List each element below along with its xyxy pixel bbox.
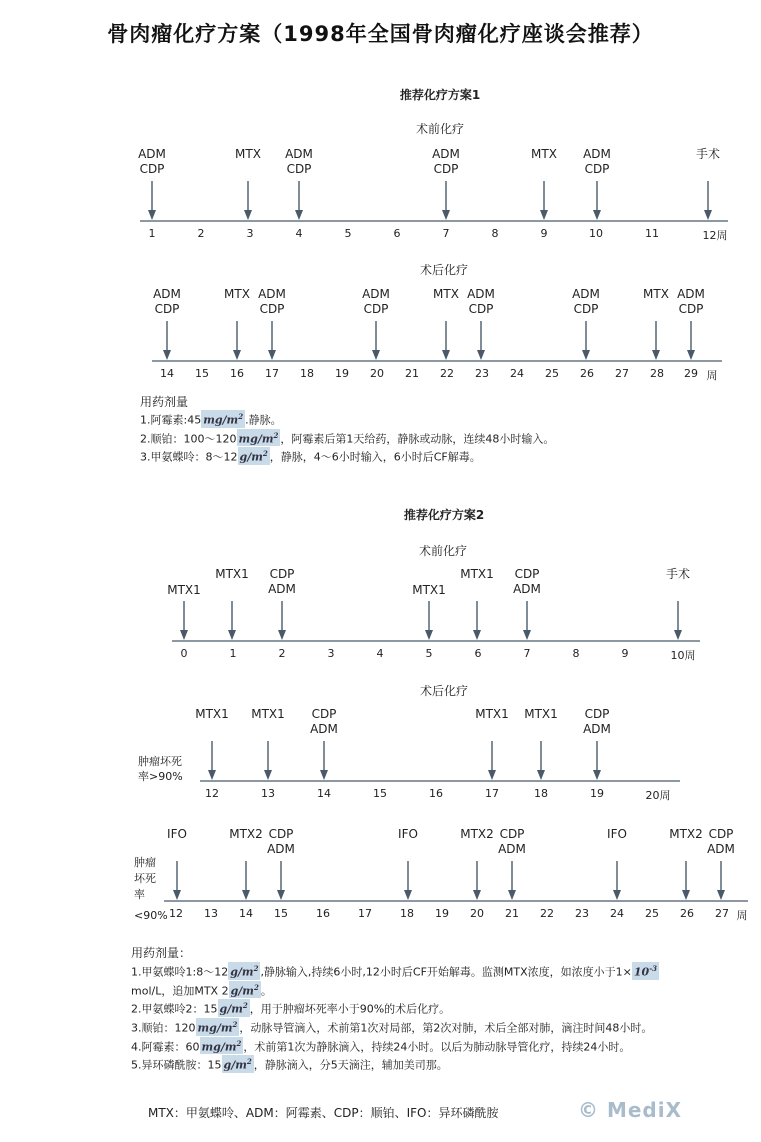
page-title: 骨肉瘤化疗方案（1998年全国骨肉瘤化疗座谈会推荐） bbox=[107, 22, 654, 46]
dose-unit-text: g/m bbox=[230, 965, 254, 979]
dosage-text: 。 bbox=[260, 984, 272, 998]
week-tick-label: 6 bbox=[393, 227, 401, 240]
week-tick-label: 25 bbox=[545, 367, 559, 380]
dosage-text: 3.甲氨蝶呤：8～12 bbox=[140, 450, 238, 464]
drug-label-line1: MTX2 bbox=[669, 827, 703, 841]
week-tick-label: 9 bbox=[621, 647, 629, 660]
week-tick-label: 12 bbox=[169, 907, 183, 920]
dose-unit-text: g/m bbox=[223, 1058, 247, 1072]
week-tick-label: 3 bbox=[246, 227, 254, 240]
dose-unit-text: mg/m bbox=[201, 1040, 237, 1054]
dose-unit-exponent: 2 bbox=[253, 964, 259, 973]
week-tick-label: 2 bbox=[278, 647, 286, 660]
week-tick-label: 16 bbox=[316, 907, 330, 920]
drug-label-line1: MTX1 bbox=[475, 707, 509, 721]
dose-arrow bbox=[652, 321, 660, 360]
week-tick-label: 21 bbox=[405, 367, 419, 380]
dose-arrow bbox=[523, 601, 531, 640]
week-tick-label: 25 bbox=[645, 907, 659, 920]
drug-label-line1: MTX2 bbox=[229, 827, 263, 841]
dose-arrow bbox=[277, 861, 285, 900]
week-tick-label: 21 bbox=[505, 907, 519, 920]
week-tick-label: 周 bbox=[736, 909, 748, 922]
dose-arrow bbox=[540, 181, 548, 220]
drug-label-line2: ADM bbox=[310, 722, 338, 736]
abbreviation-legend: MTX：甲氨蝶呤、ADM：阿霉素、CDP：顺铂、IFO：异环磷酰胺 bbox=[148, 1106, 499, 1120]
dose-unit-text: g/m bbox=[239, 450, 263, 464]
dosage-text: 1.阿霉素:45 bbox=[140, 413, 202, 427]
week-tick-label: 18 bbox=[300, 367, 314, 380]
week-tick-label: 26 bbox=[580, 367, 594, 380]
dose-unit-exponent: 2 bbox=[262, 449, 268, 459]
week-tick-label: 22 bbox=[540, 907, 554, 920]
drug-label-line1: ADM bbox=[572, 287, 600, 301]
dose-unit-exponent: 2 bbox=[246, 1057, 252, 1067]
dose-unit-text: mg/m bbox=[238, 432, 274, 446]
dose-arrow bbox=[704, 181, 712, 220]
dose-arrow bbox=[320, 741, 328, 780]
necrosis-low-label-2: 坏死 bbox=[134, 872, 156, 885]
drug-label-line1: 手术 bbox=[665, 567, 691, 581]
dosage-text: ，阿霉素后第1天给药，静脉或动脉，连续48小时输入。 bbox=[280, 432, 555, 446]
week-tick-label: 18 bbox=[534, 787, 548, 800]
dose-arrow bbox=[593, 741, 601, 780]
drug-label-line1: IFO bbox=[398, 827, 418, 841]
dose-arrow bbox=[233, 321, 241, 360]
week-tick-label: 29 bbox=[684, 367, 698, 380]
dosage-text: ，术前第1次为静脉滴入，持续24小时。以后为肺动脉导管化疗，持续24小时。 bbox=[243, 1040, 631, 1054]
drug-label-line2: ADM bbox=[268, 582, 296, 596]
week-tick-label: 27 bbox=[715, 907, 729, 920]
drug-label-line2: ADM bbox=[707, 842, 735, 856]
week-tick-label: 16 bbox=[429, 787, 443, 800]
drug-label-line1: CDP bbox=[584, 707, 610, 721]
concentration-base: 10 bbox=[633, 965, 650, 979]
drug-label-line1: MTX1 bbox=[195, 707, 229, 721]
week-tick-label: 2 bbox=[197, 227, 205, 240]
week-tick-label: 24 bbox=[610, 907, 624, 920]
dosage-text: 4.阿霉素：60 bbox=[131, 1040, 200, 1054]
week-tick-label: 20 bbox=[370, 367, 384, 380]
week-tick-label: 3 bbox=[327, 647, 335, 660]
week-tick-label: 14 bbox=[160, 367, 174, 380]
drug-label-line2: CDP bbox=[139, 162, 165, 176]
drug-label-line1: CDP bbox=[269, 567, 295, 581]
week-tick-label: 22 bbox=[440, 367, 454, 380]
dose-unit-exponent: 2 bbox=[238, 412, 244, 421]
drug-label-line1: 手术 bbox=[695, 147, 721, 161]
dose-unit-text: g/m bbox=[230, 984, 254, 998]
dose-unit-text: g/m bbox=[219, 1002, 243, 1016]
dose-unit-exponent: 2 bbox=[236, 1038, 242, 1048]
drug-label-line2: CDP bbox=[363, 302, 389, 316]
drug-label-line1: MTX1 bbox=[167, 583, 201, 597]
week-tick-label: 10周 bbox=[670, 649, 696, 662]
week-tick-label: 24 bbox=[510, 367, 524, 380]
drug-label-line1: MTX1 bbox=[412, 583, 446, 597]
week-tick-label: 8 bbox=[491, 227, 499, 240]
dose-arrow bbox=[372, 321, 380, 360]
week-tick-label: 周 bbox=[706, 369, 718, 382]
drug-label-line2: CDP bbox=[286, 162, 312, 176]
week-tick-label: 11 bbox=[645, 227, 659, 240]
week-tick-label: 19 bbox=[435, 907, 449, 920]
week-tick-label: 4 bbox=[376, 647, 384, 660]
dose-arrow bbox=[442, 321, 450, 360]
drug-label-line1: MTX bbox=[235, 147, 261, 161]
week-tick-label: 14 bbox=[317, 787, 331, 800]
dosage-text: ，静脉滴入，分5天滴注，辅加美司那。 bbox=[253, 1058, 448, 1072]
dosage-text: .静脉。 bbox=[245, 413, 282, 427]
week-tick-label: 6 bbox=[474, 647, 482, 660]
dose-arrow bbox=[173, 861, 181, 900]
drug-label-line2: CDP bbox=[584, 162, 610, 176]
dose-unit-exponent: 2 bbox=[253, 982, 259, 992]
week-tick-label: 4 bbox=[295, 227, 303, 240]
dosage-text: 2.顺铂：100～120 bbox=[140, 432, 237, 446]
drug-label-line2: ADM bbox=[583, 722, 611, 736]
drug-label-line1: MTX bbox=[224, 287, 250, 301]
drug-label-line1: MTX bbox=[531, 147, 557, 161]
dosage-text: 3.顺铂：120 bbox=[131, 1021, 196, 1035]
week-tick-label: 27 bbox=[615, 367, 629, 380]
week-tick-label: 28 bbox=[650, 367, 664, 380]
dosage-text: 2.甲氨蝶呤2：15 bbox=[131, 1002, 218, 1016]
week-tick-label: 5 bbox=[425, 647, 433, 660]
dose-arrow bbox=[473, 861, 481, 900]
week-tick-label: 20周 bbox=[645, 789, 671, 802]
week-tick-label: 8 bbox=[572, 647, 580, 660]
drug-label-line2: CDP bbox=[678, 302, 704, 316]
dose-arrow bbox=[180, 601, 188, 640]
drug-label-line2: CDP bbox=[259, 302, 285, 316]
dose-arrow bbox=[242, 861, 250, 900]
week-tick-label: 16 bbox=[230, 367, 244, 380]
dosage-text: 1.甲氨蝶呤1:8～12 bbox=[131, 965, 229, 979]
drug-label-line2: ADM bbox=[267, 842, 295, 856]
dose-arrow bbox=[404, 861, 412, 900]
week-tick-label: 20 bbox=[470, 907, 484, 920]
week-tick-label: 9 bbox=[540, 227, 548, 240]
dose-arrow bbox=[244, 181, 252, 220]
scheme1-preop-title: 术前化疗 bbox=[415, 122, 465, 136]
scheme1-dosage-heading: 用药剂量 bbox=[140, 395, 189, 409]
drug-label-line1: ADM bbox=[432, 147, 460, 161]
scheme2-preop-title: 术前化疗 bbox=[418, 544, 468, 558]
scheme2-postop-title: 术后化疗 bbox=[419, 684, 469, 698]
scheme2-title: 推荐化疗方案2 bbox=[403, 508, 485, 522]
drug-label-line2: CDP bbox=[573, 302, 599, 316]
week-tick-label: 17 bbox=[265, 367, 279, 380]
week-tick-label: 1 bbox=[148, 227, 156, 240]
drug-label-line1: CDP bbox=[708, 827, 734, 841]
drug-label-line1: ADM bbox=[258, 287, 286, 301]
dose-arrow bbox=[163, 321, 171, 360]
dose-arrow bbox=[674, 601, 682, 640]
dose-unit-exponent: 2 bbox=[242, 1001, 248, 1011]
dose-arrow bbox=[295, 181, 303, 220]
concentration-exponent: -3 bbox=[649, 964, 657, 973]
dose-unit-exponent: 2 bbox=[232, 1019, 238, 1029]
dose-arrow bbox=[687, 321, 695, 360]
dose-arrow bbox=[442, 181, 450, 220]
drug-label-line1: CDP bbox=[268, 827, 294, 841]
drug-label-line1: MTX bbox=[433, 287, 459, 301]
dosage-text: ，动脉导管滴入，术前第1次对局部，第2次对肺，术后全部对肺，滴注时间48小时。 bbox=[239, 1021, 653, 1035]
week-tick-label: 17 bbox=[485, 787, 499, 800]
drug-label-line1: ADM bbox=[285, 147, 313, 161]
drug-label-line1: CDP bbox=[499, 827, 525, 841]
drug-label-line1: MTX bbox=[643, 287, 669, 301]
drug-label-line1: CDP bbox=[514, 567, 540, 581]
dose-arrow bbox=[717, 861, 725, 900]
week-tick-label: 1 bbox=[229, 647, 237, 660]
medix-watermark: © MediX bbox=[578, 1098, 683, 1122]
dose-arrow bbox=[264, 741, 272, 780]
week-tick-label: 19 bbox=[590, 787, 604, 800]
week-tick-label: 7 bbox=[523, 647, 531, 660]
dosage-text: ，用于肿瘤坏死率小于90%的术后化疗。 bbox=[249, 1002, 451, 1016]
week-tick-label: 5 bbox=[344, 227, 352, 240]
drug-label-line1: MTX1 bbox=[460, 567, 494, 581]
week-tick-label: 17 bbox=[358, 907, 372, 920]
dose-arrow bbox=[278, 601, 286, 640]
week-tick-label: 12 bbox=[205, 787, 219, 800]
week-tick-label: 0 bbox=[180, 647, 188, 660]
week-tick-label: 23 bbox=[575, 907, 589, 920]
drug-label-line1: ADM bbox=[138, 147, 166, 161]
week-tick-label: 19 bbox=[335, 367, 349, 380]
drug-label-line1: IFO bbox=[607, 827, 627, 841]
dosage-text: ,静脉输入,持续6小时,12小时后CF开始解毒。监测MTX浓度，如浓度小于1× bbox=[260, 965, 632, 979]
week-tick-label: 12周 bbox=[702, 229, 728, 242]
drug-label-line1: MTX1 bbox=[524, 707, 558, 721]
drug-label-line2: CDP bbox=[154, 302, 180, 316]
drug-label-line2: CDP bbox=[433, 162, 459, 176]
necrosis-high-label-2: 率>90% bbox=[138, 770, 183, 783]
drug-label-line1: IFO bbox=[167, 827, 187, 841]
drug-label-line1: ADM bbox=[467, 287, 495, 301]
dose-arrow bbox=[593, 181, 601, 220]
week-tick-label: 15 bbox=[195, 367, 209, 380]
dose-unit-text: mg/m bbox=[203, 413, 239, 427]
week-tick-label: 10 bbox=[589, 227, 603, 240]
drug-label-line1: CDP bbox=[311, 707, 337, 721]
week-tick-label: 7 bbox=[442, 227, 450, 240]
week-tick-label: 14 bbox=[239, 907, 253, 920]
week-tick-label: 23 bbox=[475, 367, 489, 380]
drug-label-line1: ADM bbox=[583, 147, 611, 161]
dose-arrow bbox=[268, 321, 276, 360]
week-tick-label: 13 bbox=[261, 787, 275, 800]
drug-label-line1: MTX2 bbox=[460, 827, 494, 841]
necrosis-low-label-3: 率 bbox=[134, 888, 145, 901]
drug-label-line2: ADM bbox=[498, 842, 526, 856]
dose-unit-exponent: 2 bbox=[273, 430, 279, 440]
dose-arrow bbox=[613, 861, 621, 900]
dose-arrow bbox=[208, 741, 216, 780]
dose-arrow bbox=[228, 601, 236, 640]
scheme1-title: 推荐化疗方案1 bbox=[399, 88, 481, 102]
necrosis-low-label-1: 肿瘤 bbox=[134, 856, 156, 869]
week-tick-label: 26 bbox=[680, 907, 694, 920]
dose-arrow bbox=[488, 741, 496, 780]
dose-arrow bbox=[537, 741, 545, 780]
drug-label-line2: ADM bbox=[513, 582, 541, 596]
drug-label-line1: MTX1 bbox=[215, 567, 249, 581]
dose-arrow bbox=[473, 601, 481, 640]
dose-arrow bbox=[508, 861, 516, 900]
drug-label-line1: ADM bbox=[677, 287, 705, 301]
week-tick-label: 15 bbox=[274, 907, 288, 920]
necrosis-high-label-1: 肿瘤坏死 bbox=[138, 755, 182, 768]
dose-arrow bbox=[682, 861, 690, 900]
drug-label-line1: MTX1 bbox=[251, 707, 285, 721]
dosage-text: mol/L，追加MTX 2 bbox=[131, 984, 229, 998]
week-tick-label: 18 bbox=[400, 907, 414, 920]
dosage-text: 5.异环磷酰胺：15 bbox=[131, 1058, 222, 1072]
dosage-text: ，静脉，4～6小时输入，6小时后CF解毒。 bbox=[269, 450, 481, 464]
necrosis-low-label-4: <90% bbox=[134, 909, 168, 922]
week-tick-label: 13 bbox=[204, 907, 218, 920]
drug-label-line1: ADM bbox=[153, 287, 181, 301]
week-tick-label: 15 bbox=[373, 787, 387, 800]
dose-arrow bbox=[148, 181, 156, 220]
dose-arrow bbox=[425, 601, 433, 640]
scheme1-postop-title: 术后化疗 bbox=[419, 263, 469, 277]
dose-arrow bbox=[477, 321, 485, 360]
dose-arrow bbox=[582, 321, 590, 360]
dose-unit-text: mg/m bbox=[197, 1021, 233, 1035]
drug-label-line1: ADM bbox=[362, 287, 390, 301]
drug-label-line2: CDP bbox=[468, 302, 494, 316]
scheme2-dosage-heading: 用药剂量： bbox=[131, 946, 192, 960]
